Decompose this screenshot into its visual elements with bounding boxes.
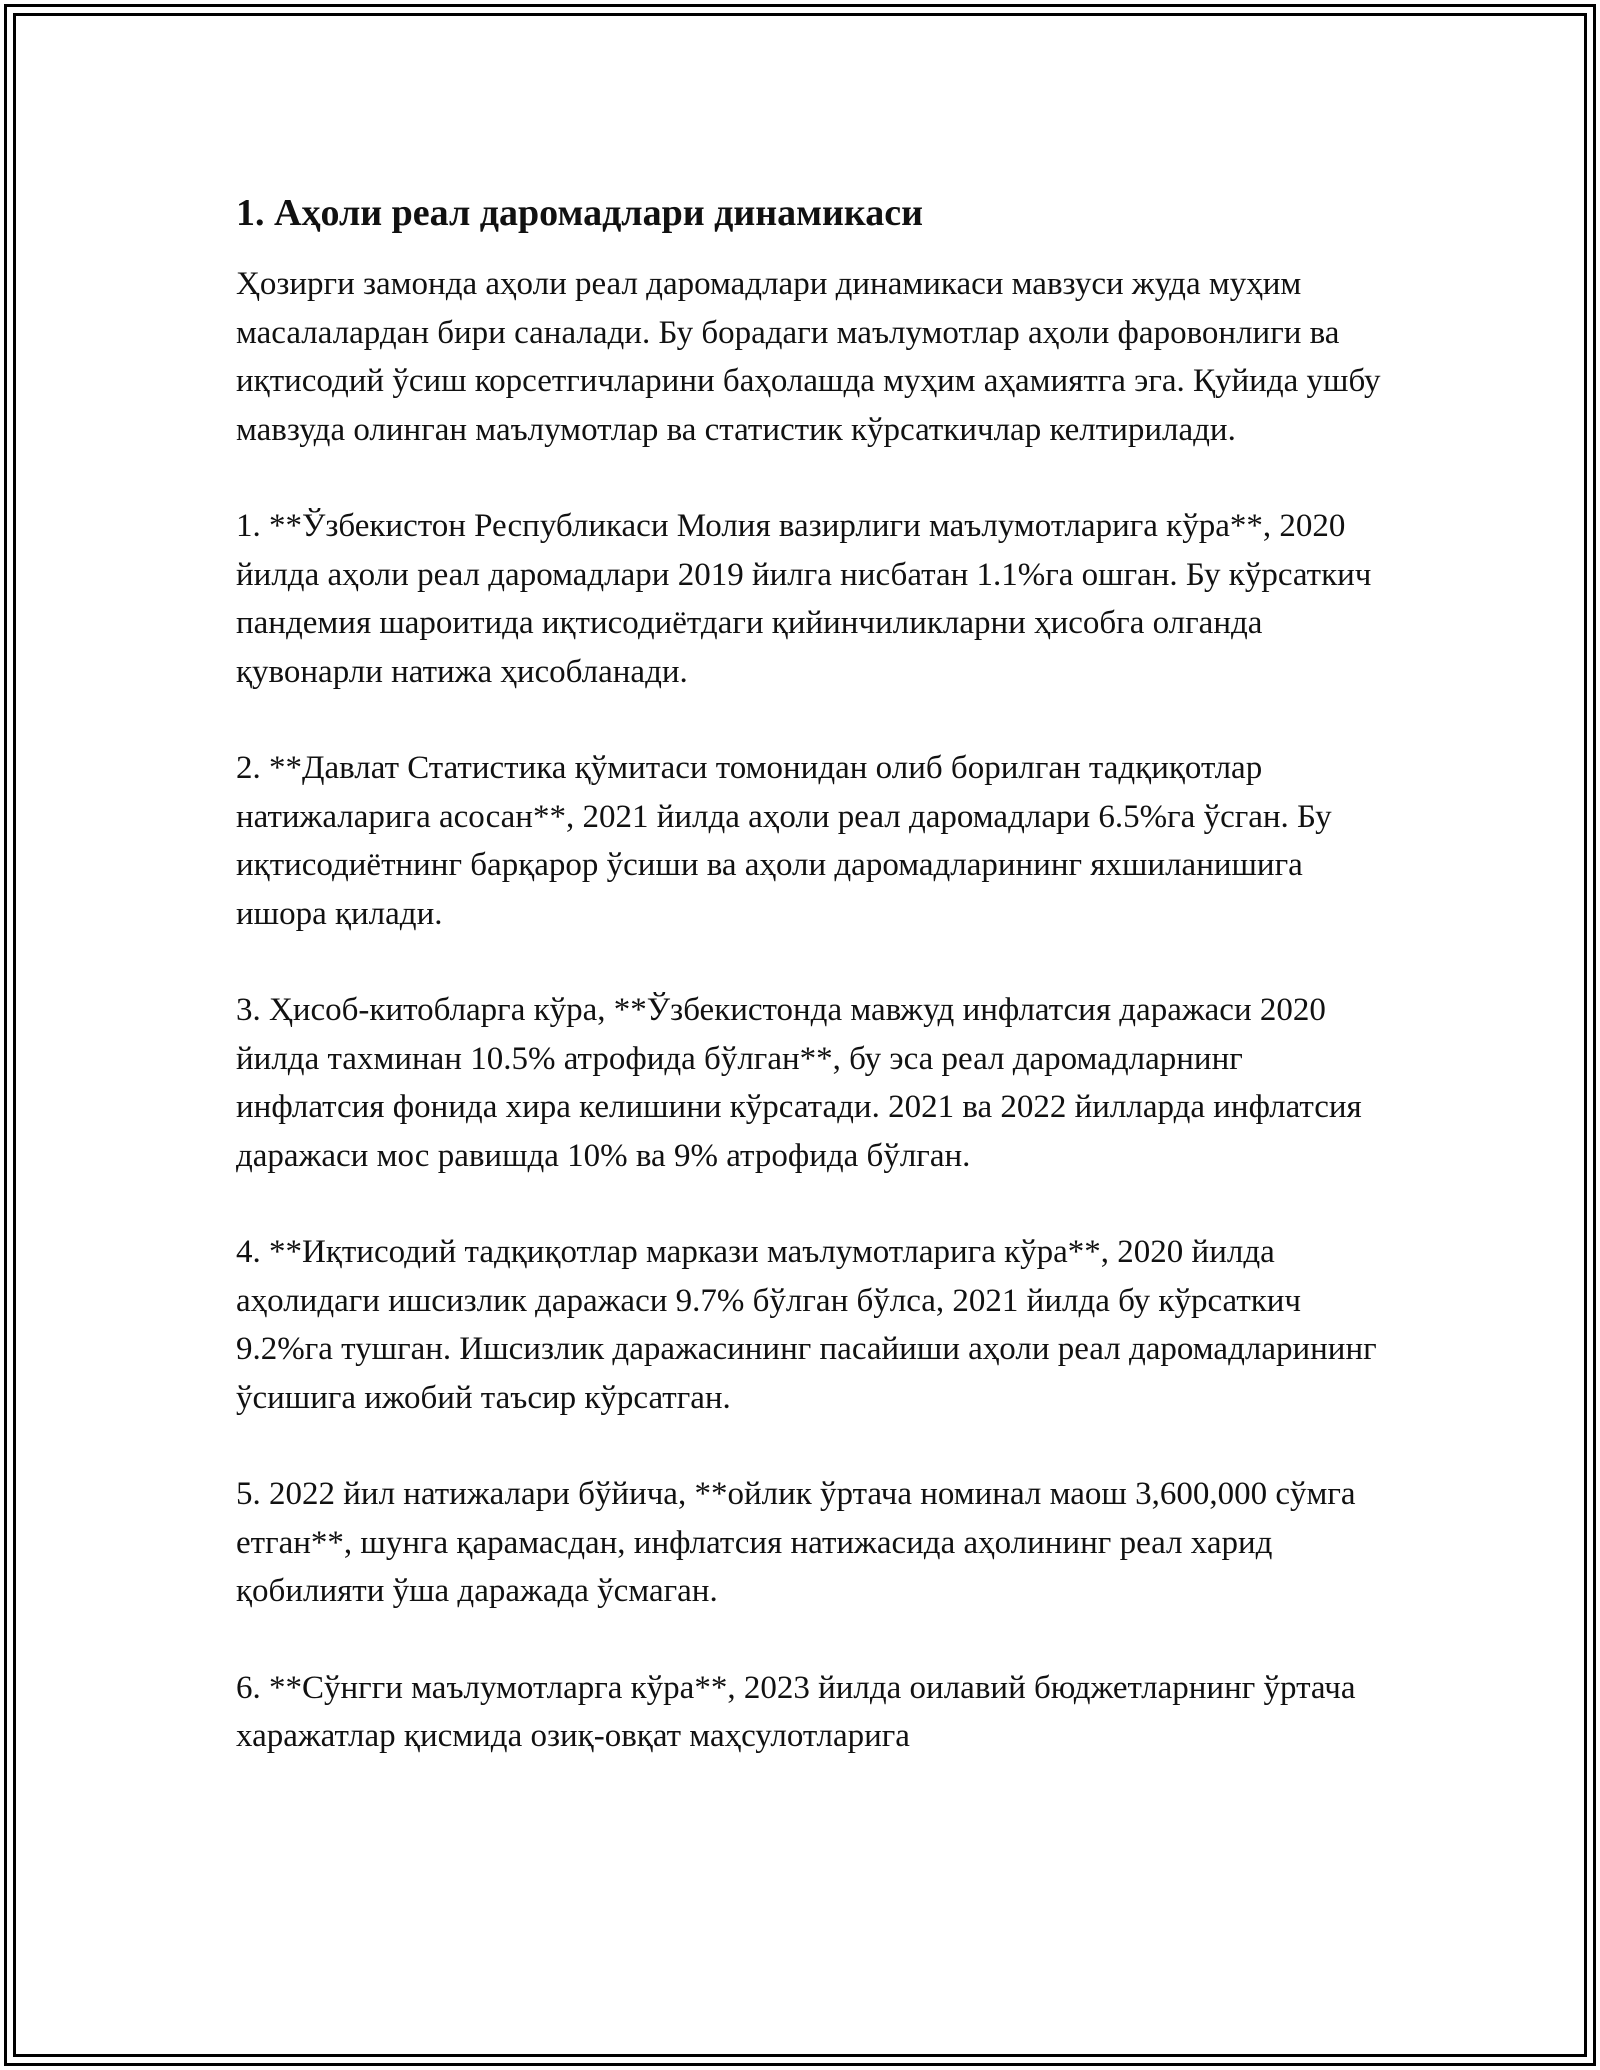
list-item-2: 2. **Давлат Статистика қўмитаси томонидан олиб борилган тадқиқотлар натижаларига асосан**, 2021 йилда аҳоли реал даромадлари 6.5%га ўсган. Бу иқтисодиётнинг барқарор ўсиши ва аҳоли даромадларининг яхшиланишига ишора қилади. <box>236 750 1332 932</box>
intro-paragraph: Ҳозирги замонда аҳоли реал даромадлари динамикаси мавзуси жуда муҳим масалалардан бири саналади. Бу борадаги маълумотлар аҳоли фаровонлиги ва иқтисодий ўсиш корсетгичларини баҳолашда муҳим аҳамиятга эга. Қуйида ушбу мавзуда олинган маълумотлар ва статистик кўрсаткичлар келтирилади. <box>236 266 1381 448</box>
list-item-4: 4. **Иқтисодий тадқиқотлар маркази маълумотларига кўра**, 2020 йилда аҳолидаги ишсизлик даражаси 9.7% бўлган бўлса, 2021 йилда бу кўрсаткич 9.2%га тушган. Ишсизлик даражасининг пасайиши аҳоли реал даромадларининг ўсишига ижобий таъсир кўрсатган. <box>236 1234 1377 1416</box>
list-item-5: 5. 2022 йил натижалари бўйича, **ойлик ўртача номинал маош 3,600,000 сўмга етган**, шунга қарамасдан, инфлатсия натижасида аҳолининг реал харид қобилияти ўша даражада ўсмаган. <box>236 1476 1356 1609</box>
section-title: 1. Аҳоли реал даромадлари динамикаси <box>236 192 924 234</box>
list-item-1: 1. **Ўзбекистон Республикаси Молия вазирлиги маълумотларига кўра**, 2020 йилда аҳоли реал даромадлари 2019 йилга нисбатан 1.1%га ошган. Бу кўрсаткич пандемия шароитида иқтисодиётдаги қийинчиликларни ҳисобга олганда қувонарли натижа ҳисобланади. <box>236 508 1372 690</box>
document-body <box>236 188 1386 1761</box>
list-item-3: 3. Ҳисоб-китобларга кўра, **Ўзбекистонда мавжуд инфлатсия даражаси 2020 йилда тахминан 10.5% атрофида бўлган**, бу эса реал даромадларнинг инфлатсия фонида хира келишини кўрсатади. 2021 ва 2022 йилларда инфлатсия даражаси мос равишда 10% ва 9% атрофида бўлган. <box>236 992 1362 1174</box>
list-item-6: 6. **Сўнгги маълумотларга кўра**, 2023 йилда оилавий бюджетларнинг ўртача харажатлар қисмида озиқ-овқат маҳсулотларига <box>236 1669 1356 1754</box>
